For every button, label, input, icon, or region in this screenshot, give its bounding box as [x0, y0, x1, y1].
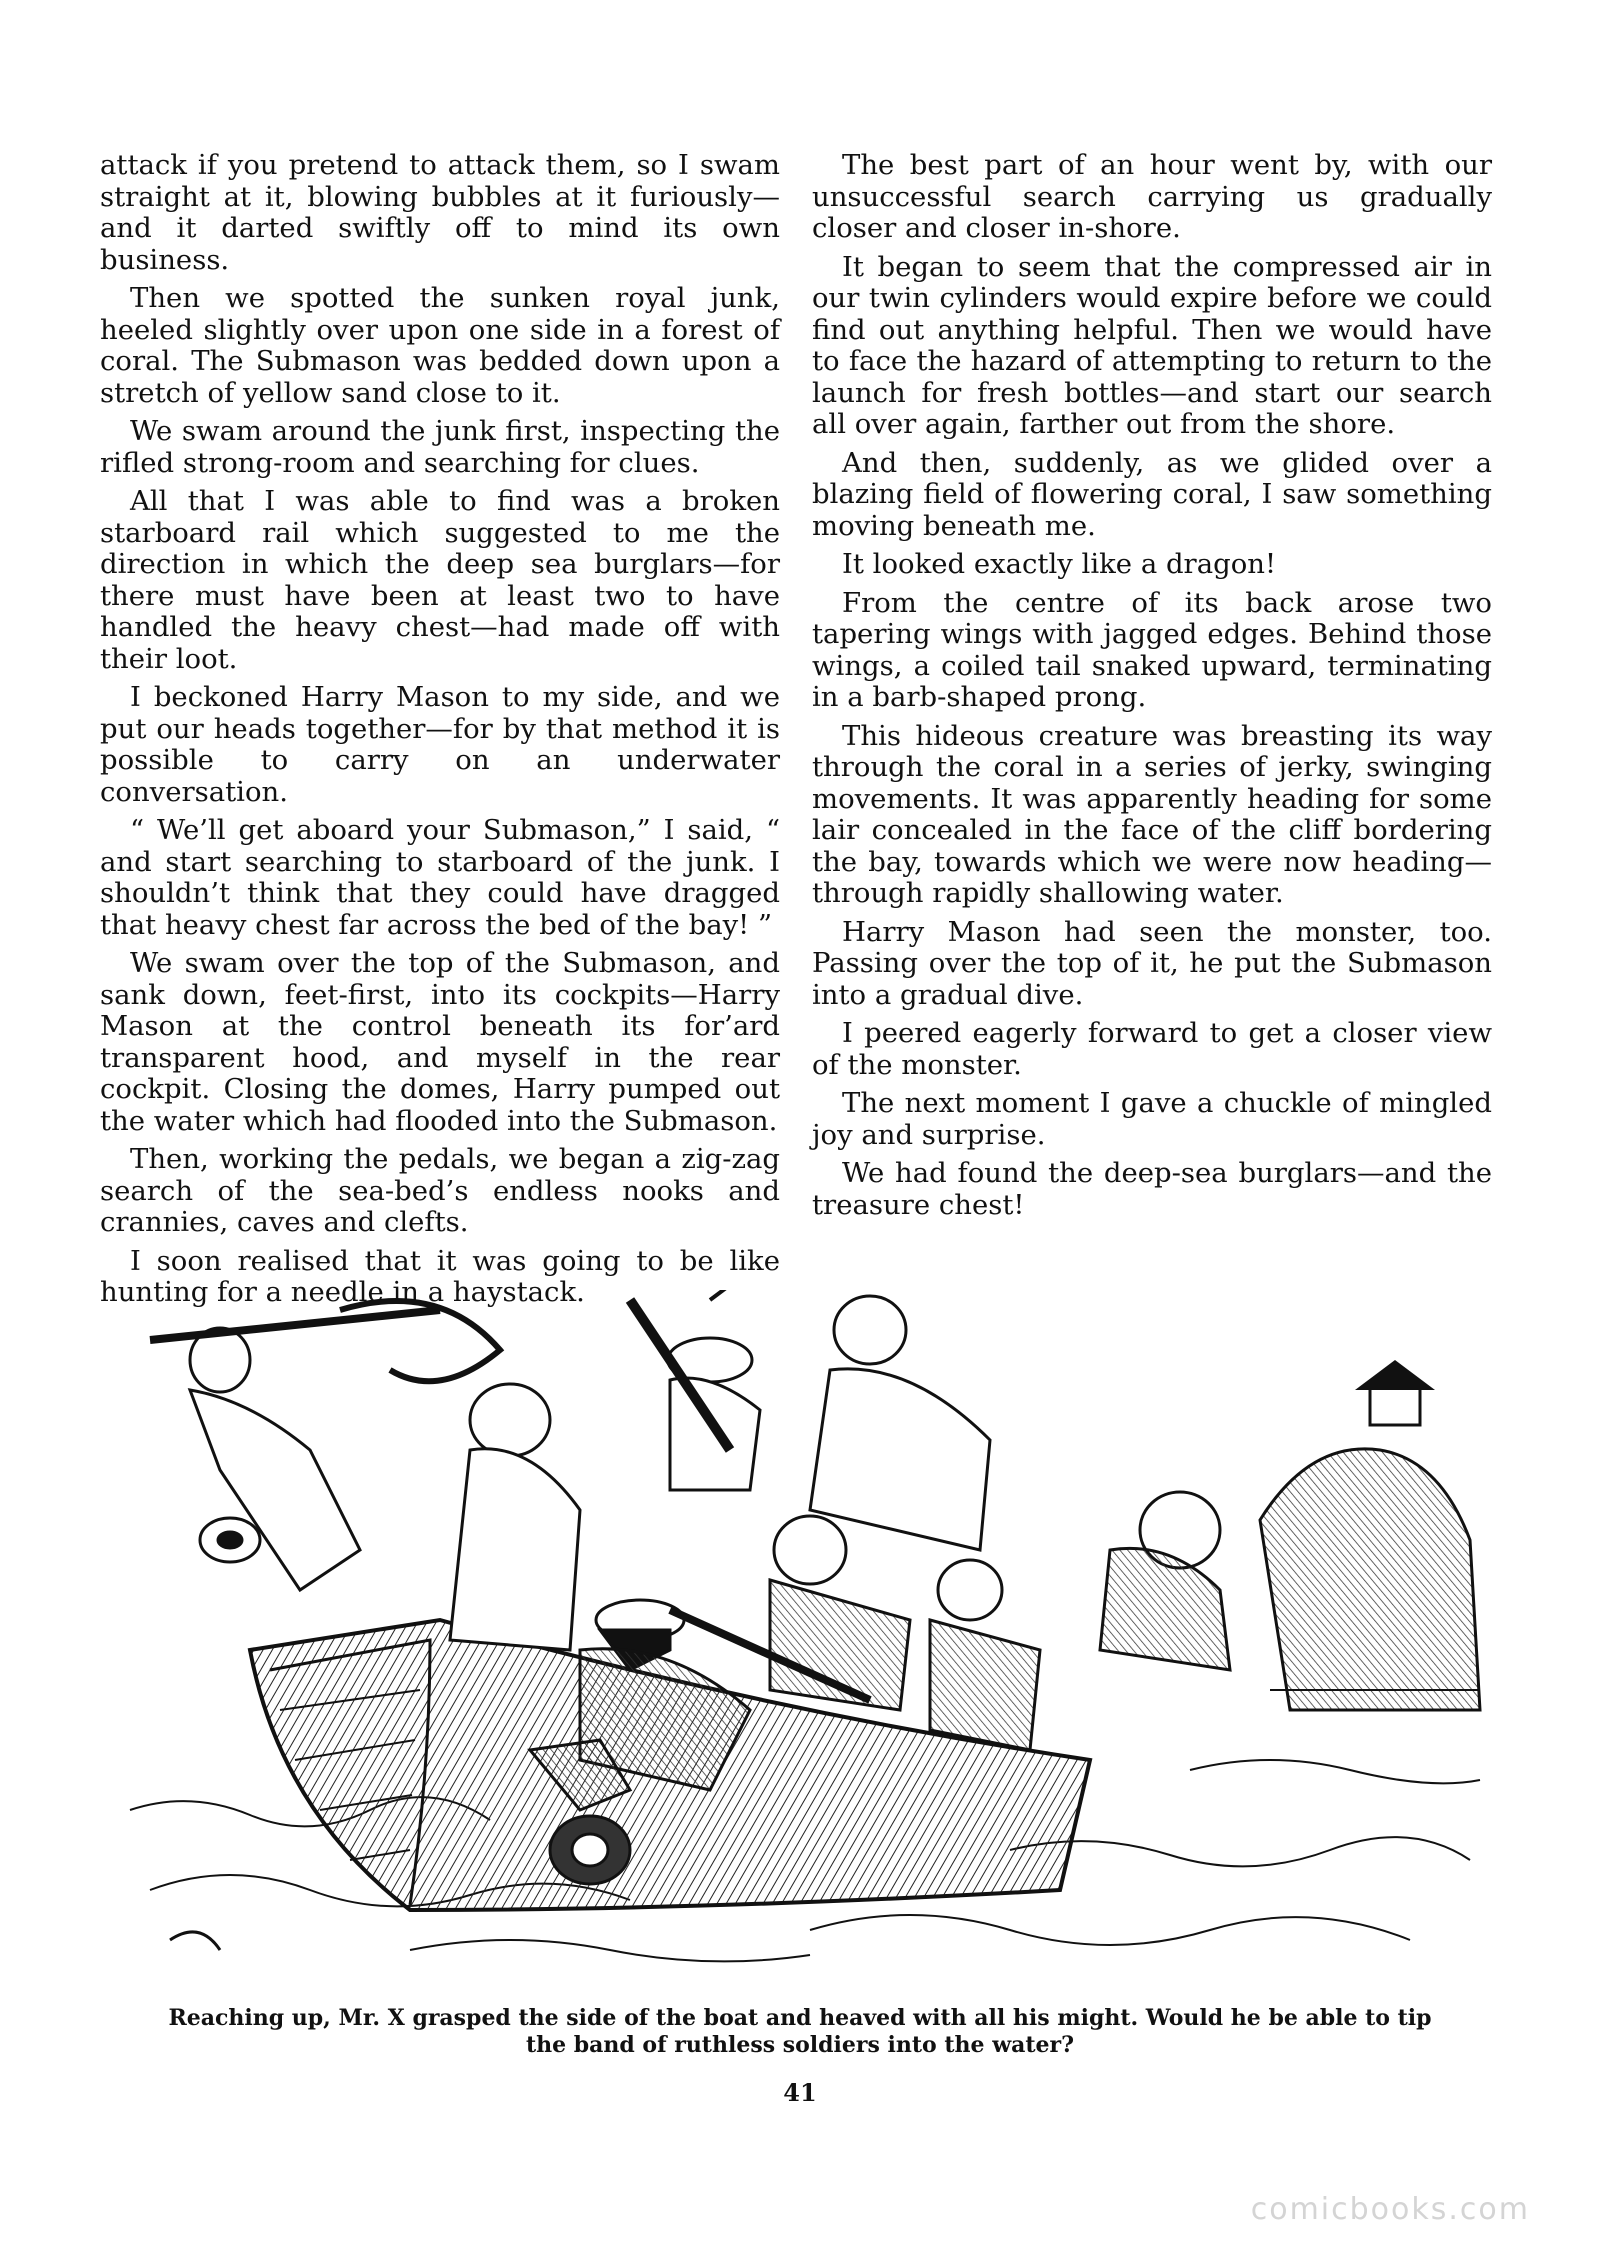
illustration-caption — [90, 2005, 1510, 2059]
paragraph: I peered eagerly forward to get a closer view of the monster. — [812, 1017, 1492, 1081]
paragraph: We swam over the top of the Submason, and sank down, feet-first, into its cockpits—Harry Mason at the control beneath its for’ard transparent hood, and myself in the rear cockpit. Closing the domes, Harry pumped out the water which had flooded into the Submason. — [100, 947, 780, 1137]
paragraph: I soon realised that it was going to be like hunting for a needle in a haystack. — [100, 1244, 780, 1308]
paragraph: It began to seem that the compressed air in our twin cylinders would expire before we could find out anything helpful. Then we would have to face the hazard of attempting to return to the launch for fresh bottles—and start our search all over again, farther out from the shore. — [812, 250, 1492, 440]
paragraph: Then we spotted the sunken royal junk, heeled slightly over upon one side in a forest of coral. The Submason was bedded down upon a stretch of yellow sand close to it. — [100, 282, 780, 409]
site-watermark: comicbooks.com — [1250, 2192, 1530, 2227]
paragraph: We swam around the junk first, inspecting the rifled strong-room and searching for clues. — [100, 415, 780, 479]
boat-scene-illustration — [110, 1290, 1490, 1980]
paragraph: attack if you pretend to attack them, so I swam straight at it, blowing bubbles at it furiously—and it darted swiftly off to mind its own business. — [100, 149, 780, 276]
caption-line-2: the band of ruthless soldiers into the water? — [525, 2032, 1075, 2058]
paragraph: Then, working the pedals, we began a zig-zag search of the sea-bed’s endless nooks and crannies, caves and clefts. — [100, 1143, 780, 1238]
paragraph: It looked exactly like a dragon! — [842, 548, 1277, 580]
page-number: 41 — [783, 2078, 817, 2107]
paragraph: And then, suddenly, as we glided over a blazing field of flowering coral, I saw something moving beneath me. — [812, 446, 1492, 542]
paragraph: The best part of an hour went by, with our unsuccessful search carrying us gradually closer and closer in-shore. — [812, 149, 1492, 244]
left-text-column — [100, 150, 780, 1316]
paragraph: All that I was able to find was a broken starboard rail which suggested to me the direction in which the deep sea burglars—for there must have been at least two to have handled the heavy chest—had made off with their loot. — [100, 485, 780, 675]
paragraph: I beckoned Harry Mason to my side, and we put our heads together—for by that method it is possible to carry on an underwater conversation. — [100, 681, 780, 808]
paragraph: This hideous creature was breasting its way through the coral in a series of jerky, swinging movements. It was apparently heading for some lair concealed in the face of the cliff bordering the bay, towards which we were now heading—through rapidly shallowing water. — [812, 719, 1492, 909]
paragraph: We had found the deep-sea burglars—and the treasure chest! — [812, 1157, 1492, 1221]
paragraph: The next moment I gave a chuckle of mingled joy and surprise. — [812, 1087, 1492, 1151]
paragraph: Harry Mason had seen the monster, too. Passing over the top of it, he put the Submason into a gradual dive. — [812, 915, 1492, 1011]
paragraph: From the centre of its back arose two tapering wings with jagged edges. Behind those wings, a coiled tail snaked upward, terminating in a barb-shaped prong. — [812, 586, 1492, 713]
caption-line-1: Reaching up, Mr. X grasped the side of the boat and heaved with all his might. Would he be able to tip — [168, 2005, 1432, 2031]
right-text-column — [812, 150, 1492, 1228]
cliff-shore — [1260, 1360, 1480, 1710]
paragraph: “ We’ll get aboard your Submason,” I said, “ and start searching to starboard of the junk. I shouldn’t think that they could have dragged that heavy chest far across the bed of the bay! ” — [100, 814, 780, 941]
